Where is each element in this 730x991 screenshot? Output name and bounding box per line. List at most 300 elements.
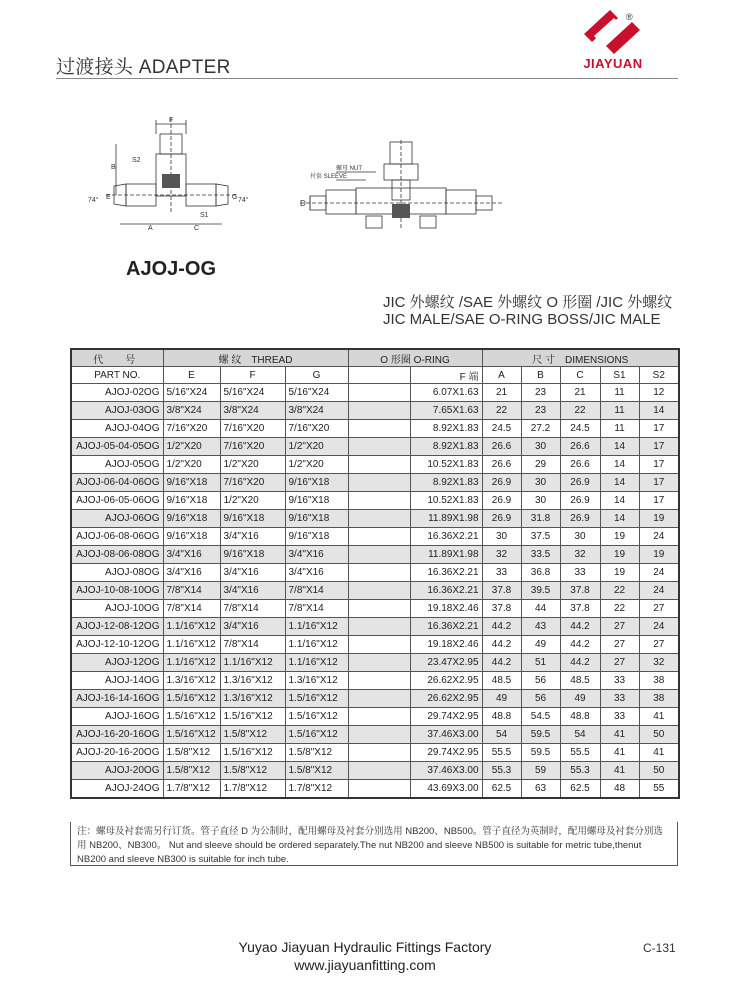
table-row (71, 438, 679, 456)
page-number: C-131 (643, 941, 676, 955)
cell-c: 26.9 (560, 474, 600, 492)
cell-c: 48.5 (560, 672, 600, 690)
cell-b: 33.5 (521, 546, 560, 564)
description-en: JIC MALE/SAE O-RING BOSS/JIC MALE (383, 311, 661, 328)
table-row (71, 456, 679, 474)
cell-f-end: 26.62X2.95 (410, 690, 482, 708)
cell-s1: 11 (600, 384, 639, 402)
cell-blank (348, 762, 410, 780)
cell-f: 3/4"X16 (220, 618, 285, 636)
cell-part-no: AJOJ-16OG (71, 708, 163, 726)
cell-b: 29 (521, 456, 560, 474)
cell-s1: 27 (600, 618, 639, 636)
table-row (71, 564, 679, 582)
cell-a: 21 (482, 384, 521, 402)
cell-e: 3/8"X24 (163, 402, 220, 420)
cell-blank (348, 672, 410, 690)
cell-s2: 17 (639, 456, 679, 474)
cell-b: 43 (521, 618, 560, 636)
cell-e: 1.1/16"X12 (163, 618, 220, 636)
cell-c: 30 (560, 528, 600, 546)
cell-blank (348, 384, 410, 402)
page-title: 过渡接头 ADAPTER (56, 57, 231, 78)
table-row (71, 762, 679, 780)
cell-f: 1.5/8"X12 (220, 762, 285, 780)
cell-s2: 24 (639, 528, 679, 546)
cell-s2: 17 (639, 492, 679, 510)
cell-c: 44.2 (560, 636, 600, 654)
table-row (71, 546, 679, 564)
cell-e: 1.5/16"X12 (163, 708, 220, 726)
cell-c: 26.6 (560, 456, 600, 474)
cell-e: 1.3/16"X12 (163, 672, 220, 690)
cell-s2: 19 (639, 510, 679, 528)
cell-f: 7/16"X20 (220, 474, 285, 492)
cell-f-end: 29.74X2.95 (410, 744, 482, 762)
table-row (71, 618, 679, 636)
cell-a: 37.8 (482, 582, 521, 600)
dim-label-g: G (232, 194, 238, 201)
table-row (71, 708, 679, 726)
cell-g: 1.5/8"X12 (285, 744, 348, 762)
cell-g: 1.5/8"X12 (285, 762, 348, 780)
cell-a: 44.2 (482, 636, 521, 654)
table-row (71, 690, 679, 708)
cell-f: 3/8"X24 (220, 402, 285, 420)
table-row (71, 510, 679, 528)
cell-a: 48.5 (482, 672, 521, 690)
cell-f: 1.1/16"X12 (220, 654, 285, 672)
cell-a: 26.6 (482, 456, 521, 474)
table-row (71, 402, 679, 420)
cell-g: 1.5/16"X12 (285, 708, 348, 726)
cell-f: 1.5/16"X12 (220, 708, 285, 726)
brand-name: JIAYUAN (583, 56, 643, 71)
cell-blank (348, 744, 410, 762)
cell-s1: 19 (600, 528, 639, 546)
cell-g: 1.5/16"X12 (285, 726, 348, 744)
table-row (71, 474, 679, 492)
cell-f: 5/16"X24 (220, 384, 285, 402)
cell-part-no: AJOJ-12-10-12OG (71, 636, 163, 654)
cell-e: 7/8"X14 (163, 582, 220, 600)
cell-f-end: 43.69X3.00 (410, 780, 482, 799)
table-row (71, 582, 679, 600)
header-dimensions: 尺 寸 DIMENSIONS (482, 349, 679, 367)
cell-part-no: AJOJ-05-04-05OG (71, 438, 163, 456)
cell-f: 1/2"X20 (220, 456, 285, 474)
fitting-assembly-drawing (296, 140, 506, 245)
cell-b: 36.8 (521, 564, 560, 582)
cell-b: 37.5 (521, 528, 560, 546)
cell-f: 1.5/8"X12 (220, 726, 285, 744)
cell-f-end: 11.89X1.98 (410, 546, 482, 564)
dim-label-e: E (106, 194, 111, 201)
cell-c: 37.8 (560, 582, 600, 600)
cell-a: 48.8 (482, 708, 521, 726)
cell-f-end: 29.74X2.95 (410, 708, 482, 726)
cell-f-end: 8.92X1.83 (410, 438, 482, 456)
cell-a: 44.2 (482, 654, 521, 672)
cell-f: 1/2"X20 (220, 492, 285, 510)
cell-part-no: AJOJ-12-08-12OG (71, 618, 163, 636)
cell-g: 1.7/8"X12 (285, 780, 348, 799)
cell-s1: 22 (600, 582, 639, 600)
cell-g: 9/16"X18 (285, 492, 348, 510)
angle-label-left: 74° (88, 197, 99, 204)
cell-b: 49 (521, 636, 560, 654)
cell-s1: 27 (600, 636, 639, 654)
cell-b: 56 (521, 690, 560, 708)
cell-blank (348, 438, 410, 456)
website-link[interactable]: www.jiayuanfitting.com (294, 957, 436, 973)
cell-c: 44.2 (560, 654, 600, 672)
cell-s2: 17 (639, 438, 679, 456)
cell-f: 3/4"X16 (220, 564, 285, 582)
header-s1: S1 (600, 367, 639, 384)
cell-s2: 17 (639, 420, 679, 438)
cell-s2: 50 (639, 726, 679, 744)
cell-s2: 38 (639, 690, 679, 708)
brand-logo (548, 6, 678, 76)
cell-c: 26.9 (560, 492, 600, 510)
dim-label-c: C (194, 225, 200, 232)
table-row (71, 384, 679, 402)
cell-s1: 14 (600, 438, 639, 456)
cell-f-end: 8.92X1.83 (410, 420, 482, 438)
cell-s2: 17 (639, 474, 679, 492)
cell-e: 9/16"X18 (163, 510, 220, 528)
header-thread: 螺 纹 THREAD (163, 349, 348, 367)
cell-e: 1.1/16"X12 (163, 636, 220, 654)
cell-part-no: AJOJ-16-20-16OG (71, 726, 163, 744)
table-row (71, 780, 679, 799)
fitting-section-drawing (86, 114, 256, 234)
header-f-end: F 端 (410, 367, 482, 384)
header-blank (348, 367, 410, 384)
dim-label-a: A (148, 225, 153, 232)
cell-blank (348, 726, 410, 744)
cell-a: 22 (482, 402, 521, 420)
cell-f: 9/16"X18 (220, 510, 285, 528)
cell-c: 49 (560, 690, 600, 708)
cell-blank (348, 708, 410, 726)
cell-s2: 55 (639, 780, 679, 799)
cell-c: 44.2 (560, 618, 600, 636)
header-f: F (220, 367, 285, 384)
table-row (71, 672, 679, 690)
cell-s1: 19 (600, 564, 639, 582)
cell-part-no: AJOJ-16-14-16OG (71, 690, 163, 708)
cell-s2: 27 (639, 636, 679, 654)
registered-mark: ® (626, 12, 633, 22)
cell-f-end: 11.89X1.98 (410, 510, 482, 528)
cell-a: 26.9 (482, 510, 521, 528)
header-oring: O 形圈 O-RING (348, 349, 482, 367)
table-row (71, 636, 679, 654)
cell-b: 44 (521, 600, 560, 618)
cell-part-no: AJOJ-20-16-20OG (71, 744, 163, 762)
cell-s2: 19 (639, 546, 679, 564)
cell-f: 3/4"X16 (220, 582, 285, 600)
cell-blank (348, 456, 410, 474)
cell-f: 7/16"X20 (220, 420, 285, 438)
table-row (71, 654, 679, 672)
cell-s1: 41 (600, 744, 639, 762)
header-b: B (521, 367, 560, 384)
cell-c: 48.8 (560, 708, 600, 726)
cell-g: 9/16"X18 (285, 510, 348, 528)
cell-blank (348, 474, 410, 492)
cell-a: 26.9 (482, 474, 521, 492)
cell-part-no: AJOJ-04OG (71, 420, 163, 438)
cell-a: 30 (482, 528, 521, 546)
cell-blank (348, 510, 410, 528)
cell-s1: 33 (600, 708, 639, 726)
cell-s2: 41 (639, 708, 679, 726)
cell-f: 1.5/16"X12 (220, 744, 285, 762)
cell-a: 24.5 (482, 420, 521, 438)
cell-a: 54 (482, 726, 521, 744)
cell-part-no: AJOJ-20OG (71, 762, 163, 780)
table-row (71, 492, 679, 510)
cell-b: 30 (521, 492, 560, 510)
cell-part-no: AJOJ-12OG (71, 654, 163, 672)
header-e: E (163, 367, 220, 384)
cell-s2: 24 (639, 582, 679, 600)
header-part-cn: 代 号 (71, 349, 163, 367)
cell-a: 32 (482, 546, 521, 564)
cell-blank (348, 618, 410, 636)
cell-f: 7/16"X20 (220, 438, 285, 456)
cell-g: 3/8"X24 (285, 402, 348, 420)
cell-g: 1.5/16"X12 (285, 690, 348, 708)
cell-c: 26.9 (560, 510, 600, 528)
nut-label: 螺母 NUT (336, 166, 362, 172)
dim-label-b: B (111, 164, 116, 171)
cell-e: 7/16"X20 (163, 420, 220, 438)
cell-s2: 12 (639, 384, 679, 402)
cell-e: 1.5/16"X12 (163, 726, 220, 744)
cell-f-end: 8.92X1.83 (410, 474, 482, 492)
cell-f-end: 19.18X2.46 (410, 600, 482, 618)
dim-label-f: F (169, 117, 174, 124)
cell-s1: 41 (600, 762, 639, 780)
cell-a: 55.5 (482, 744, 521, 762)
cell-part-no: AJOJ-06OG (71, 510, 163, 528)
cell-s2: 32 (639, 654, 679, 672)
table-row (71, 600, 679, 618)
cell-b: 56 (521, 672, 560, 690)
cell-s1: 41 (600, 726, 639, 744)
cell-g: 7/8"X14 (285, 582, 348, 600)
cell-s1: 22 (600, 600, 639, 618)
header-c: C (560, 367, 600, 384)
cell-blank (348, 564, 410, 582)
jiayuan-logo-icon (548, 6, 678, 58)
cell-s2: 38 (639, 672, 679, 690)
cell-e: 9/16"X18 (163, 492, 220, 510)
note-cn: 注：螺母及衬套需另行订货。管子直径 D 为公制时，配用螺母及衬套分别选用 NB200、NB500。管子直径为英制时，配用螺母及衬套分别选用 NB200、NB300。 (77, 826, 663, 851)
table-row (71, 726, 679, 744)
cell-b: 59 (521, 762, 560, 780)
cell-a: 26.9 (482, 492, 521, 510)
cell-f-end: 16.36X2.21 (410, 564, 482, 582)
cell-e: 1.5/8"X12 (163, 762, 220, 780)
cell-c: 54 (560, 726, 600, 744)
cell-part-no: AJOJ-08-06-08OG (71, 546, 163, 564)
cell-e: 9/16"X18 (163, 528, 220, 546)
cell-e: 1.5/8"X12 (163, 744, 220, 762)
description-cn: JIC 外螺纹 /SAE 外螺纹 O 形圈 /JIC 外螺纹 (383, 294, 673, 311)
cell-f-end: 37.46X3.00 (410, 762, 482, 780)
cell-blank (348, 420, 410, 438)
dim-label-d: D (300, 199, 306, 208)
cell-c: 21 (560, 384, 600, 402)
cell-blank (348, 780, 410, 799)
header-g: G (285, 367, 348, 384)
cell-e: 1.5/16"X12 (163, 690, 220, 708)
cell-s1: 33 (600, 672, 639, 690)
cell-b: 63 (521, 780, 560, 799)
cell-a: 33 (482, 564, 521, 582)
cell-part-no: AJOJ-08OG (71, 564, 163, 582)
cell-f-end: 16.36X2.21 (410, 618, 482, 636)
cell-g: 1.1/16"X12 (285, 636, 348, 654)
cell-blank (348, 546, 410, 564)
cell-b: 54.5 (521, 708, 560, 726)
cell-a: 49 (482, 690, 521, 708)
cell-part-no: AJOJ-24OG (71, 780, 163, 799)
cell-b: 31.8 (521, 510, 560, 528)
cell-c: 22 (560, 402, 600, 420)
cell-blank (348, 402, 410, 420)
model-number: AJOJ-OG (126, 258, 217, 280)
cell-blank (348, 582, 410, 600)
cell-a: 26.6 (482, 438, 521, 456)
cell-part-no: AJOJ-14OG (71, 672, 163, 690)
cell-part-no: AJOJ-10OG (71, 600, 163, 618)
cell-e: 9/16"X18 (163, 474, 220, 492)
cell-e: 1/2"X20 (163, 438, 220, 456)
cell-g: 1/2"X20 (285, 456, 348, 474)
cell-f-end: 10.52X1.83 (410, 456, 482, 474)
cell-blank (348, 690, 410, 708)
cell-f: 7/8"X14 (220, 600, 285, 618)
cell-f-end: 6.07X1.63 (410, 384, 482, 402)
cell-f-end: 19.18X2.46 (410, 636, 482, 654)
order-note (70, 822, 678, 866)
cell-e: 3/4"X16 (163, 564, 220, 582)
cell-s2: 41 (639, 744, 679, 762)
cell-f: 9/16"X18 (220, 546, 285, 564)
cell-s1: 14 (600, 474, 639, 492)
cell-b: 30 (521, 438, 560, 456)
cell-f: 1.7/8"X12 (220, 780, 285, 799)
cell-e: 5/16"X24 (163, 384, 220, 402)
cell-blank (348, 654, 410, 672)
table-row (71, 420, 679, 438)
cell-g: 7/8"X14 (285, 600, 348, 618)
cell-b: 27.2 (521, 420, 560, 438)
cell-s1: 14 (600, 456, 639, 474)
cell-part-no: AJOJ-05OG (71, 456, 163, 474)
cell-blank (348, 636, 410, 654)
cell-s2: 24 (639, 618, 679, 636)
cell-a: 37.8 (482, 600, 521, 618)
cell-b: 30 (521, 474, 560, 492)
cell-f: 1.3/16"X12 (220, 690, 285, 708)
cell-b: 59.5 (521, 726, 560, 744)
spec-table (70, 348, 680, 799)
cell-s1: 48 (600, 780, 639, 799)
cell-part-no: AJOJ-06-08-06OG (71, 528, 163, 546)
cell-g: 9/16"X18 (285, 528, 348, 546)
cell-f-end: 7.65X1.63 (410, 402, 482, 420)
cell-b: 59.5 (521, 744, 560, 762)
cell-f: 3/4"X16 (220, 528, 285, 546)
cell-c: 26.6 (560, 438, 600, 456)
angle-label-right: 74° (238, 197, 249, 204)
cell-f: 1.3/16"X12 (220, 672, 285, 690)
cell-f-end: 23.47X2.95 (410, 654, 482, 672)
sleeve-label: 衬套 SLEEVE (310, 174, 348, 180)
cell-s1: 14 (600, 510, 639, 528)
cell-blank (348, 492, 410, 510)
cell-s1: 11 (600, 420, 639, 438)
cell-g: 3/4"X16 (285, 546, 348, 564)
cell-part-no: AJOJ-10-08-10OG (71, 582, 163, 600)
cell-s1: 11 (600, 402, 639, 420)
cell-part-no: AJOJ-06-04-06OG (71, 474, 163, 492)
cell-f-end: 16.36X2.21 (410, 582, 482, 600)
cell-e: 7/8"X14 (163, 600, 220, 618)
cell-s1: 33 (600, 690, 639, 708)
cell-s1: 14 (600, 492, 639, 510)
cell-f-end: 10.52X1.83 (410, 492, 482, 510)
dim-label-s2: S2 (132, 157, 141, 164)
cell-f-end: 16.36X2.21 (410, 528, 482, 546)
cell-s2: 14 (639, 402, 679, 420)
cell-part-no: AJOJ-06-05-06OG (71, 492, 163, 510)
cell-b: 39.5 (521, 582, 560, 600)
cell-part-no: AJOJ-02OG (71, 384, 163, 402)
cell-g: 1.3/16"X12 (285, 672, 348, 690)
cell-e: 1.1/16"X12 (163, 654, 220, 672)
cell-c: 32 (560, 546, 600, 564)
cell-c: 24.5 (560, 420, 600, 438)
cell-e: 1/2"X20 (163, 456, 220, 474)
cell-g: 1.1/16"X12 (285, 654, 348, 672)
cell-g: 7/16"X20 (285, 420, 348, 438)
cell-s2: 27 (639, 600, 679, 618)
cell-b: 23 (521, 402, 560, 420)
cell-g: 1.1/16"X12 (285, 618, 348, 636)
cell-s1: 27 (600, 654, 639, 672)
cell-a: 44.2 (482, 618, 521, 636)
header-a: A (482, 367, 521, 384)
factory-name: Yuyao Jiayuan Hydraulic Fittings Factory (238, 939, 492, 955)
table-row (71, 744, 679, 762)
cell-g: 5/16"X24 (285, 384, 348, 402)
cell-b: 23 (521, 384, 560, 402)
cell-f: 7/8"X14 (220, 636, 285, 654)
cell-a: 55.3 (482, 762, 521, 780)
cell-g: 1/2"X20 (285, 438, 348, 456)
cell-blank (348, 528, 410, 546)
cell-s2: 50 (639, 762, 679, 780)
header-part-no: PART NO. (71, 367, 163, 384)
